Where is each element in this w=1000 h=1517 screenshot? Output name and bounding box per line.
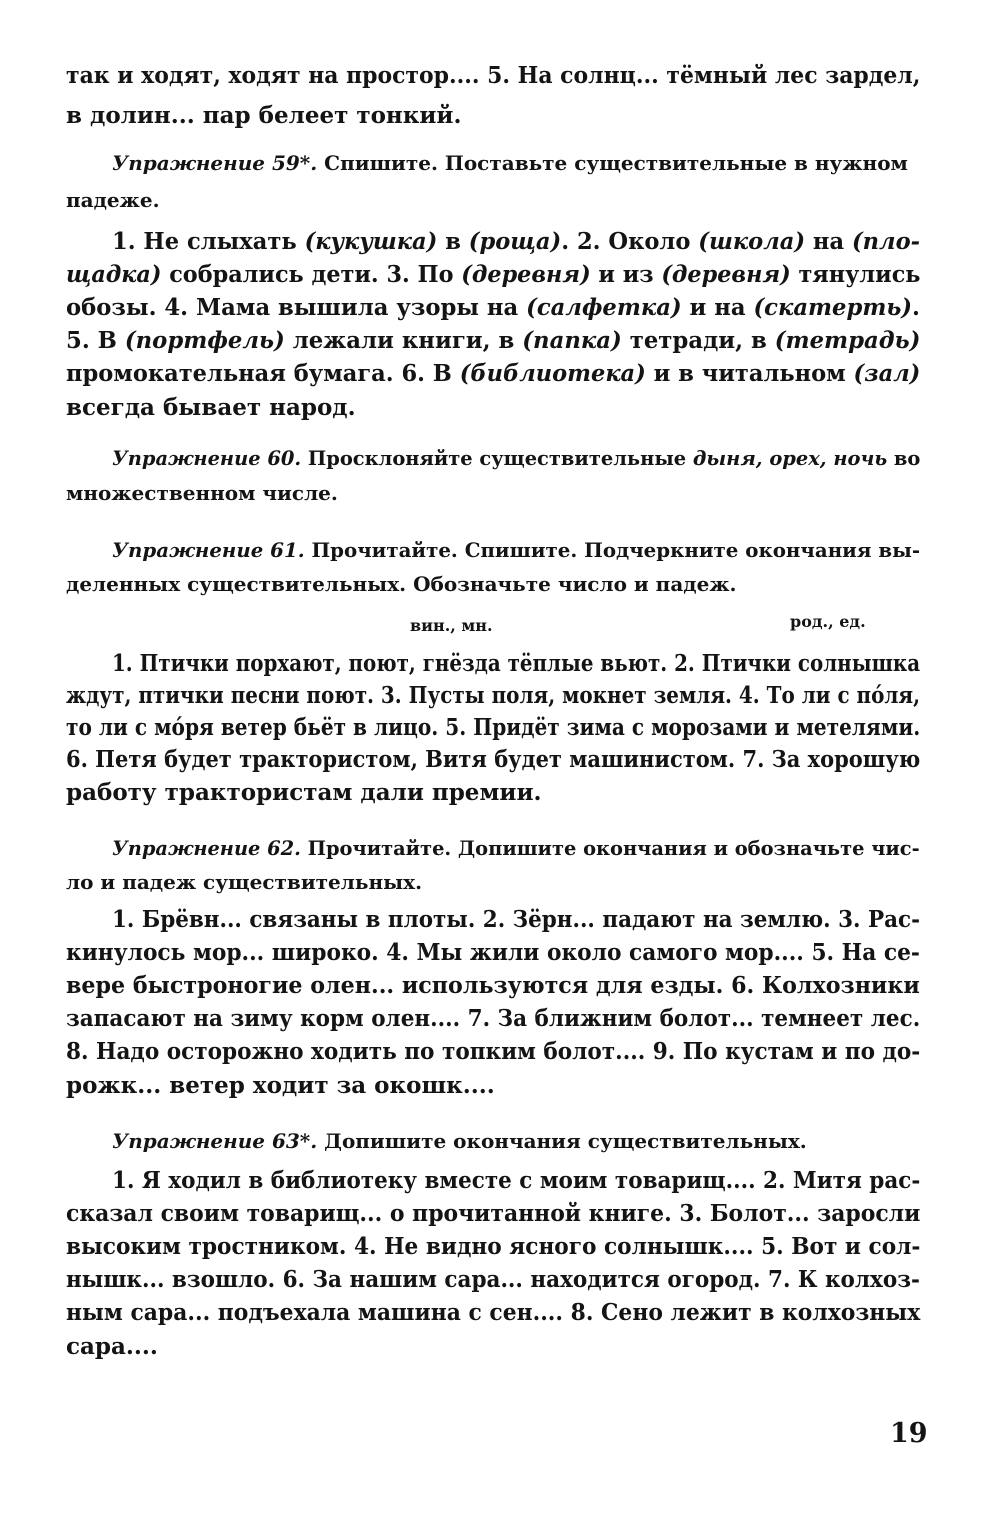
text: . 2. Около [561,228,699,255]
text: Прочитайте. Допишите окончания и обозначьте чис- [307,836,920,860]
paragraph-line: так и ходят, ходят на простор.... 5. На солнц... тёмный лес зардел, [66,62,921,89]
text: и в читальном [645,360,854,387]
page-number: 19 [890,1418,928,1449]
text: лежали книги, в [284,327,523,354]
exercise-63-line: 1. Я ходил в библиотеку вместе с моим товарищ.... 2. Митя рас- [112,1167,921,1194]
text: тетради, в [621,327,775,354]
exercise-60-heading: Упражнение 60. [112,446,302,470]
exercise-62-line: 1. Брёвн... связаны в плоты. 2. Зёрн... падают на землю. 3. Рас- [112,906,920,933]
exercise-59-task-text: Спишите. Поставьте существительные в нужном [324,151,908,175]
exercise-62-heading: Упражнение 62. [112,836,301,860]
exercise-62-line: 8. Надо осторожно ходить по топким болот.... 9. По кустам и по до- [66,1038,921,1065]
text: промокательная бумага. 6. В [66,360,460,387]
word-form: (пло- [851,228,921,255]
exercise-63-heading: Упражнение 63*. [112,1129,318,1153]
word-form: (папка) [522,327,622,354]
word-form: (роща) [468,228,562,255]
grammar-mark: вин., мн. [410,616,493,635]
exercise-62-line: вере быстроногие олен... используются для езды. 6. Колхозники [66,972,920,999]
exercise-59-line: всегда бывает народ. [66,394,356,421]
exercise-63-line: ным сара... подъехала машина с сен.... 8. Сено лежит в колхозных [66,1299,921,1326]
exercise-60-task-line: множественном числе. [66,481,338,505]
exercise-60-task [112,442,920,474]
word-form: (скатерть) [753,294,913,321]
exercise-63-task [112,1125,807,1157]
text: во [887,446,921,470]
exercise-61-line: 6. Петя будет трактористом, Витя будет машинистом. 7. За хорошую [66,746,921,773]
exercise-61-line: работу трактористам дали премии. [66,779,542,806]
word-form: (кукушка) [304,228,438,255]
word-form: (зал) [853,360,921,387]
text: и на [681,294,754,321]
text: обозы. 4. Мама вышила узоры на [66,294,527,321]
exercise-59-line [66,292,920,324]
text: тянулись [790,261,921,288]
grammar-mark: род., ед. [790,612,866,631]
exercise-59-line [66,325,920,357]
exercise-63-line: нышк... взошло. 6. За нашим сара... находится огород. 7. К колхоз- [66,1266,920,1293]
exercise-61-line: 1. Птички порхают, поют, гнёзда тёплые вьют. 2. Птички солнышка [112,650,921,677]
word-form: (салфетка) [526,294,682,321]
exercise-62-line: кинулось мор... широко. 4. Мы жили около самого мор.... 5. На се- [66,939,920,966]
text: 1. Не слыхать [112,228,305,255]
exercise-59-line [112,226,920,258]
text: Допишите окончания существительных. [324,1129,807,1153]
word-form: (деревня) [661,261,791,288]
exercise-62-line: рожк... ветер ходит за окошк.... [66,1072,495,1099]
exercise-62-task-line: ло и падеж существительных. [66,870,423,894]
exercise-59-task [112,147,908,179]
text: собрались дети. 3. По [161,261,462,288]
exercise-59-heading: Упражнение 59*. [112,151,318,175]
exercise-59-line [66,259,920,291]
word-form: щадка) [66,261,162,288]
text: в [437,228,469,255]
exercise-61-line: то ли с мóря ветер бьёт в лицо. 5. Придёт зима с морозами и метелями. [66,714,921,741]
exercise-63-line: сказал своим товарищ... о прочитанной книге. 3. Болот... заросли [66,1200,921,1227]
word-form: (школа) [698,228,806,255]
text: на [805,228,852,255]
text: Просклоняйте существительные [307,446,693,470]
exercise-63-line: высоким тростником. 4. Не видно ясного солнышк.... 5. Вот и сол- [66,1233,921,1260]
exercise-59-task-line: падеже. [66,188,160,212]
paragraph-line: в долин... пар белеет тонкий. [66,102,462,129]
word-form: (тетрадь) [774,327,921,354]
word-list: дыня, орех, ночь [692,446,888,470]
word-form: (портфель) [124,327,285,354]
text: . [912,294,920,321]
exercise-61-task [112,534,920,566]
text: Прочитайте. Спишите. Подчеркните окончания вы- [311,538,921,562]
text: и из [590,261,662,288]
exercise-62-line: запасают на зиму корм олен.... 7. За ближним болот... темнеет лес. [66,1005,921,1032]
exercise-59-line [66,358,920,390]
exercise-62-task [112,832,920,864]
text: 5. В [66,327,125,354]
word-form: (библиотека) [459,360,646,387]
exercise-63-line: сара.... [66,1333,158,1360]
word-form: (деревня) [461,261,591,288]
exercise-61-heading: Упражнение 61. [112,538,305,562]
exercise-61-line: ждут, птички песни поют. 3. Пусты поля, мокнет земля. 4. То ли с пóля, [66,682,921,709]
exercise-61-task-line: деленных существительных. Обозначьте число и падеж. [66,572,737,596]
